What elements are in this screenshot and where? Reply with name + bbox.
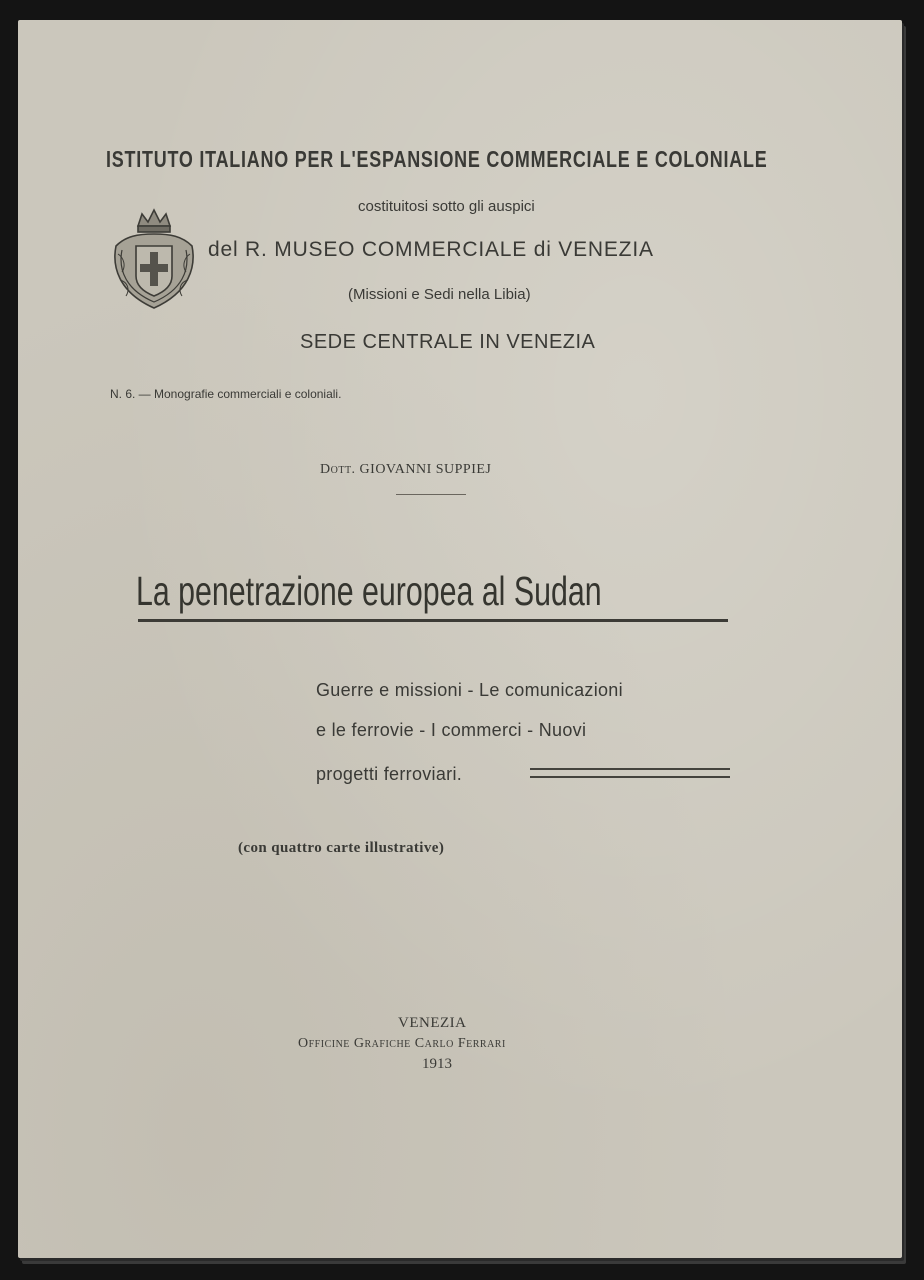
museum-name: del R. MUSEO COMMERCIALE di VENEZIA xyxy=(208,238,654,261)
document-page xyxy=(18,20,902,1258)
subtitle-double-rule xyxy=(530,768,730,778)
institute-name: ISTITUTO ITALIANO PER L'ESPANSIONE COMMERCIALE E COLONIALE xyxy=(106,146,768,172)
imprint-city: VENEZIA xyxy=(398,1015,467,1031)
missions-line: (Missioni e Sedi nella Libia) xyxy=(348,286,531,303)
subtitle-line-3: progetti ferroviari. xyxy=(316,764,463,784)
illustrations-note: (con quattro carte illustrative) xyxy=(238,840,445,856)
subtitle-line-2: e le ferrovie - I commerci - Nuovi xyxy=(316,720,587,740)
royal-coat-of-arms-icon xyxy=(108,206,200,312)
author-divider xyxy=(396,494,466,495)
series-line: N. 6. — Monografie commerciali e coloniali. xyxy=(110,387,342,401)
title-underline xyxy=(138,619,728,622)
auspices-line: costituitosi sotto gli auspici xyxy=(358,198,535,215)
imprint-printer: Officine Grafiche Carlo Ferrari xyxy=(298,1036,506,1051)
author-name: Dott. GIOVANNI SUPPIEJ xyxy=(320,462,492,477)
headquarters-line: SEDE CENTRALE IN VENEZIA xyxy=(300,331,596,353)
document-title: La penetrazione europea al Sudan xyxy=(136,568,602,614)
imprint-year: 1913 xyxy=(422,1056,452,1072)
subtitle-line-1: Guerre e missioni - Le comunicazioni xyxy=(316,680,623,700)
